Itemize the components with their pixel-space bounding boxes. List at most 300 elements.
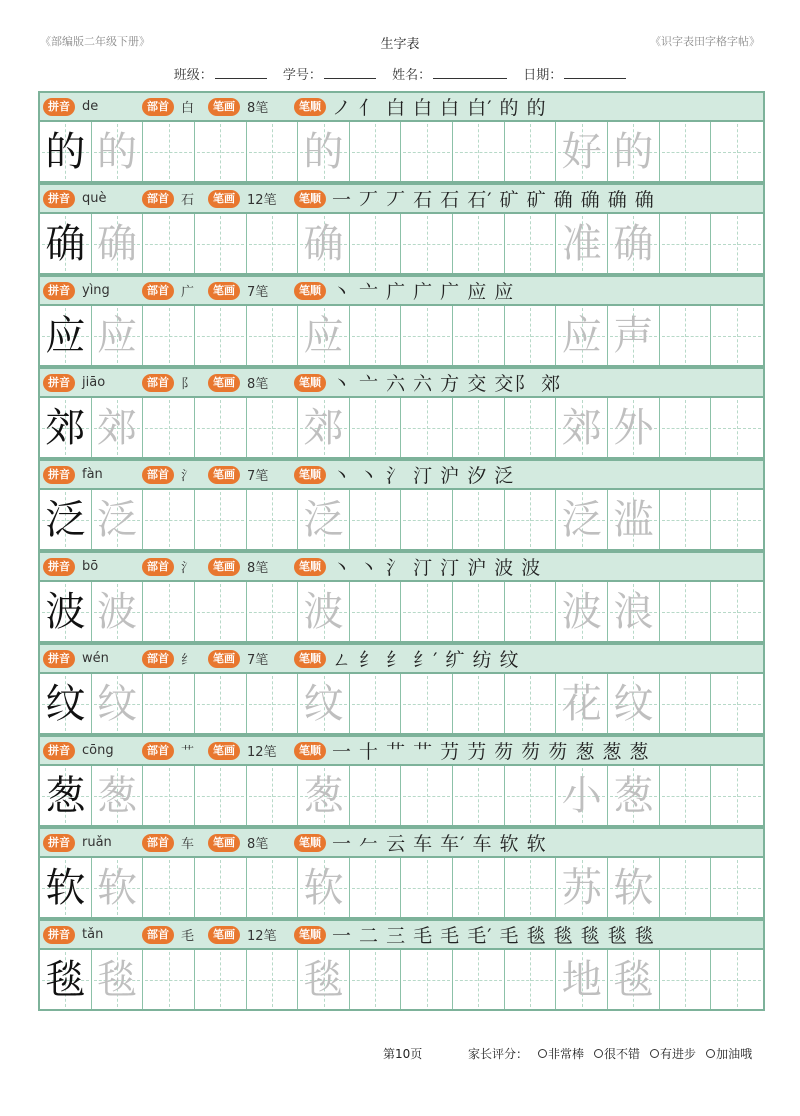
stroke-count: 12笔 <box>247 929 277 944</box>
tianzige-cell[interactable] <box>143 398 195 457</box>
tianzige-cell[interactable] <box>195 858 247 917</box>
stroke-order-tag: 笔顺 <box>294 374 326 392</box>
tianzige-cell[interactable] <box>556 122 608 181</box>
pinyin-tag: 拼音 <box>43 742 75 760</box>
tianzige-cell[interactable] <box>608 674 660 733</box>
word-character: 浪 <box>613 588 654 635</box>
tianzige-cell[interactable] <box>711 582 763 641</box>
word-character: 软 <box>613 864 654 911</box>
model-character: 的 <box>45 128 86 175</box>
tianzige-cell[interactable] <box>195 122 247 181</box>
tianzige-cell[interactable] <box>40 674 92 733</box>
tianzige-cell[interactable] <box>401 398 453 457</box>
trace-character: 纹 <box>96 680 137 727</box>
tianzige-cell[interactable] <box>401 858 453 917</box>
strokes-tag: 笔画 <box>208 190 240 208</box>
tianzige-cell[interactable] <box>556 490 608 549</box>
tianzige-cell[interactable] <box>350 122 402 181</box>
tianzige-cell[interactable] <box>505 490 557 549</box>
tianzige-cell[interactable] <box>92 766 144 825</box>
practice-grid <box>40 490 763 549</box>
tianzige-cell[interactable] <box>505 674 557 733</box>
tianzige-cell[interactable] <box>298 398 350 457</box>
radical-tag: 部首 <box>142 834 174 852</box>
tianzige-cell[interactable] <box>505 766 557 825</box>
pinyin-tag: 拼音 <box>43 926 75 944</box>
pinyin-tag: 拼音 <box>43 282 75 300</box>
model-character: 确 <box>45 220 86 267</box>
name-blank[interactable] <box>433 67 507 79</box>
tianzige-cell[interactable] <box>40 214 92 273</box>
pinyin-value: fàn <box>82 467 103 482</box>
trace-character: 葱 <box>303 772 344 819</box>
tianzige-cell[interactable] <box>556 858 608 917</box>
stroke-order: 一 二 三 毛 毛 毛′ 毛 毯 毯 毯 毯 毯 <box>332 925 655 947</box>
tianzige-cell[interactable] <box>505 398 557 457</box>
pinyin-tag: 拼音 <box>43 374 75 392</box>
tianzige-cell[interactable] <box>401 582 453 641</box>
tianzige-cell[interactable] <box>92 306 144 365</box>
pinyin-value: cōng <box>82 743 114 758</box>
tianzige-cell[interactable] <box>92 122 144 181</box>
character-info-bar <box>40 369 763 398</box>
tianzige-cell[interactable] <box>40 766 92 825</box>
character-sheet <box>38 91 765 1011</box>
stroke-order: ㄥ 纟 纟 纟′ 纩 纺 纹 <box>332 649 520 671</box>
radical-value: 氵 <box>181 469 195 484</box>
page-number: 第10页 <box>383 1047 423 1061</box>
word-character: 的 <box>613 128 654 175</box>
tianzige-cell[interactable] <box>92 398 144 457</box>
model-character: 应 <box>45 312 86 359</box>
tianzige-cell[interactable] <box>92 674 144 733</box>
stroke-order-tag: 笔顺 <box>294 926 326 944</box>
tianzige-cell[interactable] <box>556 306 608 365</box>
tianzige-cell[interactable] <box>556 950 608 1009</box>
tianzige-cell[interactable] <box>453 398 505 457</box>
pinyin-value: jiāo <box>82 375 106 390</box>
tianzige-cell[interactable] <box>40 858 92 917</box>
stroke-order: ノ 亻 白 白 白 白′ 的 的 <box>332 97 547 119</box>
tianzige-cell[interactable] <box>453 306 505 365</box>
tianzige-cell[interactable] <box>608 490 660 549</box>
practice-grid <box>40 122 763 181</box>
stroke-order: 丶 丶 氵 汀 沪 汐 泛 <box>332 465 515 487</box>
radical-value: 白 <box>181 101 195 116</box>
trace-character: 的 <box>96 128 137 175</box>
tianzige-cell[interactable] <box>711 674 763 733</box>
tianzige-cell[interactable] <box>505 306 557 365</box>
tianzige-cell[interactable] <box>195 766 247 825</box>
character-block <box>38 919 765 1011</box>
tianzige-cell[interactable] <box>401 214 453 273</box>
tianzige-cell[interactable] <box>247 306 299 365</box>
radical-value: 艹 <box>181 745 195 760</box>
tianzige-cell[interactable] <box>143 950 195 1009</box>
tianzige-cell[interactable] <box>660 490 712 549</box>
radio-circle-icon[interactable] <box>594 1049 603 1058</box>
word-character: 毯 <box>613 956 654 1003</box>
character-info-bar <box>40 461 763 490</box>
tianzige-cell[interactable] <box>143 766 195 825</box>
tianzige-cell[interactable] <box>711 858 763 917</box>
tianzige-cell[interactable] <box>711 306 763 365</box>
character-block <box>38 183 765 275</box>
tianzige-cell[interactable] <box>247 858 299 917</box>
stroke-count: 8笔 <box>247 377 269 392</box>
tianzige-cell[interactable] <box>660 766 712 825</box>
character-block <box>38 735 765 827</box>
stroke-count: 8笔 <box>247 561 269 576</box>
tianzige-cell[interactable] <box>453 122 505 181</box>
tianzige-cell[interactable] <box>40 490 92 549</box>
stroke-count: 8笔 <box>247 101 269 116</box>
tianzige-cell[interactable] <box>298 582 350 641</box>
word-character: 苏 <box>561 864 602 911</box>
tianzige-cell[interactable] <box>350 582 402 641</box>
tianzige-cell[interactable] <box>711 214 763 273</box>
radical-tag: 部首 <box>142 926 174 944</box>
word-character: 花 <box>561 680 602 727</box>
tianzige-cell[interactable] <box>453 490 505 549</box>
stroke-order-tag: 笔顺 <box>294 98 326 116</box>
student-info-row <box>0 64 800 83</box>
trace-character: 软 <box>96 864 137 911</box>
trace-character: 波 <box>303 588 344 635</box>
tianzige-cell[interactable] <box>660 582 712 641</box>
tianzige-cell[interactable] <box>608 582 660 641</box>
trace-character: 软 <box>303 864 344 911</box>
radical-tag: 部首 <box>142 374 174 392</box>
stroke-order: 丶 丶 氵 汀 汀 沪 波 波 <box>332 557 542 579</box>
word-character: 声 <box>613 312 654 359</box>
trace-character: 波 <box>96 588 137 635</box>
tianzige-cell[interactable] <box>92 214 144 273</box>
tianzige-cell[interactable] <box>401 766 453 825</box>
tianzige-cell[interactable] <box>505 214 557 273</box>
strokes-tag: 笔画 <box>208 558 240 576</box>
tianzige-cell[interactable] <box>711 490 763 549</box>
tianzige-cell[interactable] <box>660 950 712 1009</box>
trace-character: 纹 <box>303 680 344 727</box>
stroke-order: 丶 亠 六 六 方 交 交阝 郊 <box>332 373 562 395</box>
character-info-bar <box>40 645 763 674</box>
model-character: 毯 <box>45 956 86 1003</box>
name-label: 姓名： <box>392 68 432 83</box>
rating-option-label: 有进步 <box>660 1047 697 1061</box>
tianzige-cell[interactable] <box>298 858 350 917</box>
tianzige-cell[interactable] <box>143 490 195 549</box>
date-label: 日期： <box>523 68 563 83</box>
tianzige-cell[interactable] <box>608 122 660 181</box>
pinyin-tag: 拼音 <box>43 190 75 208</box>
class-label: 班级： <box>173 68 213 83</box>
trace-character: 泛 <box>303 496 344 543</box>
radical-value: 毛 <box>181 929 195 944</box>
practice-grid <box>40 766 763 825</box>
character-block <box>38 643 765 735</box>
tianzige-cell[interactable] <box>195 490 247 549</box>
number-field[interactable] <box>283 64 376 83</box>
tianzige-cell[interactable] <box>350 950 402 1009</box>
tianzige-cell[interactable] <box>298 674 350 733</box>
word-character: 郊 <box>561 404 602 451</box>
radical-value: 车 <box>181 837 195 852</box>
tianzige-cell[interactable] <box>401 950 453 1009</box>
tianzige-cell[interactable] <box>401 674 453 733</box>
strokes-tag: 笔画 <box>208 282 240 300</box>
strokes-tag: 笔画 <box>208 98 240 116</box>
tianzige-cell[interactable] <box>350 766 402 825</box>
tianzige-cell[interactable] <box>608 950 660 1009</box>
trace-character: 毯 <box>303 956 344 1003</box>
tianzige-cell[interactable] <box>453 582 505 641</box>
stroke-order: 一 十 艹 艹 芀 芀 芴 芴 芴 葱 葱 葱 <box>332 741 650 763</box>
practice-grid <box>40 858 763 917</box>
character-info-bar <box>40 185 763 214</box>
word-character: 纹 <box>613 680 654 727</box>
tianzige-cell[interactable] <box>195 306 247 365</box>
tianzige-cell[interactable] <box>350 398 402 457</box>
tianzige-cell[interactable] <box>247 674 299 733</box>
tianzige-cell[interactable] <box>350 674 402 733</box>
class-blank[interactable] <box>215 67 267 79</box>
stroke-count: 7笔 <box>247 285 269 300</box>
trace-character: 郊 <box>96 404 137 451</box>
tianzige-cell[interactable] <box>298 122 350 181</box>
tianzige-cell[interactable] <box>350 306 402 365</box>
rating-option[interactable] <box>650 1045 696 1062</box>
class-field[interactable] <box>174 64 267 83</box>
rating-option-label: 非常棒 <box>548 1047 585 1061</box>
word-character: 小 <box>561 772 602 819</box>
tianzige-cell[interactable] <box>350 858 402 917</box>
tianzige-cell[interactable] <box>143 582 195 641</box>
stroke-count: 8笔 <box>247 837 269 852</box>
practice-grid <box>40 398 763 457</box>
practice-grid <box>40 950 763 1009</box>
trace-character: 郊 <box>303 404 344 451</box>
radical-value: 纟 <box>181 653 195 668</box>
radical-value: 石 <box>181 193 195 208</box>
rating-label: 家长评分： <box>468 1047 529 1061</box>
stroke-order-tag: 笔顺 <box>294 466 326 484</box>
tianzige-cell[interactable] <box>195 214 247 273</box>
tianzige-cell[interactable] <box>401 122 453 181</box>
word-character: 应 <box>561 312 602 359</box>
word-character: 地 <box>561 956 602 1003</box>
tianzige-cell[interactable] <box>608 858 660 917</box>
tianzige-cell[interactable] <box>453 674 505 733</box>
tianzige-cell[interactable] <box>453 766 505 825</box>
tianzige-cell[interactable] <box>92 490 144 549</box>
character-block <box>38 367 765 459</box>
pinyin-value: bō <box>82 559 99 574</box>
tianzige-cell[interactable] <box>350 490 402 549</box>
tianzige-cell[interactable] <box>660 674 712 733</box>
character-block <box>38 459 765 551</box>
model-character: 泛 <box>45 496 86 543</box>
model-character: 郊 <box>45 404 86 451</box>
tianzige-cell[interactable] <box>505 122 557 181</box>
tianzige-cell[interactable] <box>143 674 195 733</box>
tianzige-cell[interactable] <box>711 398 763 457</box>
stroke-order: 一 丆 丆 石 石 石′ 矿 矿 确 确 确 确 <box>332 189 655 211</box>
parent-rating <box>468 1045 752 1062</box>
character-info-bar <box>40 829 763 858</box>
workbook-name-label: 《识字表田字格字帖》 <box>650 35 760 48</box>
tianzige-cell[interactable] <box>608 398 660 457</box>
rating-option[interactable] <box>706 1045 752 1062</box>
rating-option[interactable] <box>538 1045 584 1062</box>
tianzige-cell[interactable] <box>505 582 557 641</box>
tianzige-cell[interactable] <box>40 122 92 181</box>
date-field[interactable] <box>523 64 626 83</box>
character-info-bar <box>40 553 763 582</box>
tianzige-cell[interactable] <box>608 214 660 273</box>
tianzige-cell[interactable] <box>556 674 608 733</box>
tianzige-cell[interactable] <box>195 398 247 457</box>
tianzige-cell[interactable] <box>711 766 763 825</box>
stroke-order: 丶 亠 广 广 广 应 应 <box>332 281 515 303</box>
tianzige-cell[interactable] <box>505 858 557 917</box>
tianzige-cell[interactable] <box>40 306 92 365</box>
stroke-order-tag: 笔顺 <box>294 558 326 576</box>
radical-tag: 部首 <box>142 190 174 208</box>
stroke-order-tag: 笔顺 <box>294 282 326 300</box>
word-character: 好 <box>561 128 602 175</box>
tianzige-cell[interactable] <box>401 490 453 549</box>
book-series-label: 《部编版二年级下册》 <box>40 35 150 48</box>
pinyin-value: ruǎn <box>82 835 112 850</box>
number-blank[interactable] <box>324 67 376 79</box>
pinyin-tag: 拼音 <box>43 558 75 576</box>
tianzige-cell[interactable] <box>401 306 453 365</box>
trace-character: 确 <box>303 220 344 267</box>
radical-tag: 部首 <box>142 98 174 116</box>
date-blank[interactable] <box>564 67 626 79</box>
pinyin-value: tǎn <box>82 927 104 942</box>
tianzige-cell[interactable] <box>247 950 299 1009</box>
word-character: 准 <box>561 220 602 267</box>
tianzige-cell[interactable] <box>556 214 608 273</box>
word-character: 滥 <box>613 496 654 543</box>
word-character: 确 <box>613 220 654 267</box>
tianzige-cell[interactable] <box>40 582 92 641</box>
tianzige-cell[interactable] <box>453 214 505 273</box>
tianzige-cell[interactable] <box>298 306 350 365</box>
tianzige-cell[interactable] <box>40 950 92 1009</box>
tianzige-cell[interactable] <box>298 490 350 549</box>
tianzige-cell[interactable] <box>711 950 763 1009</box>
tianzige-cell[interactable] <box>247 398 299 457</box>
tianzige-cell[interactable] <box>40 398 92 457</box>
tianzige-cell[interactable] <box>505 950 557 1009</box>
pinyin-tag: 拼音 <box>43 466 75 484</box>
pinyin-tag: 拼音 <box>43 834 75 852</box>
strokes-tag: 笔画 <box>208 466 240 484</box>
tianzige-cell[interactable] <box>660 122 712 181</box>
strokes-tag: 笔画 <box>208 742 240 760</box>
radio-circle-icon[interactable] <box>706 1049 715 1058</box>
name-field[interactable] <box>392 64 507 83</box>
tianzige-cell[interactable] <box>453 950 505 1009</box>
trace-character: 毯 <box>96 956 137 1003</box>
tianzige-cell[interactable] <box>660 214 712 273</box>
tianzige-cell[interactable] <box>556 766 608 825</box>
character-info-bar <box>40 93 763 122</box>
tianzige-cell[interactable] <box>195 950 247 1009</box>
trace-character: 确 <box>96 220 137 267</box>
stroke-count: 7笔 <box>247 653 269 668</box>
tianzige-cell[interactable] <box>92 950 144 1009</box>
rating-option[interactable] <box>594 1045 640 1062</box>
pinyin-value: de <box>82 99 99 114</box>
tianzige-cell[interactable] <box>453 858 505 917</box>
radical-tag: 部首 <box>142 558 174 576</box>
tianzige-cell[interactable] <box>298 214 350 273</box>
word-character: 葱 <box>613 772 654 819</box>
tianzige-cell[interactable] <box>556 398 608 457</box>
radio-circle-icon[interactable] <box>650 1049 659 1058</box>
tianzige-cell[interactable] <box>143 306 195 365</box>
trace-character: 的 <box>303 128 344 175</box>
tianzige-cell[interactable] <box>143 858 195 917</box>
practice-grid <box>40 306 763 365</box>
tianzige-cell[interactable] <box>247 214 299 273</box>
page-title: 生字表 <box>380 37 420 52</box>
tianzige-cell[interactable] <box>608 766 660 825</box>
number-label: 学号： <box>282 68 322 83</box>
radical-tag: 部首 <box>142 466 174 484</box>
tianzige-cell[interactable] <box>247 122 299 181</box>
tianzige-cell[interactable] <box>247 490 299 549</box>
rating-option-label: 很不错 <box>604 1047 641 1061</box>
tianzige-cell[interactable] <box>298 766 350 825</box>
tianzige-cell[interactable] <box>660 306 712 365</box>
word-character: 外 <box>613 404 654 451</box>
character-info-bar <box>40 921 763 950</box>
stroke-order-tag: 笔顺 <box>294 650 326 668</box>
strokes-tag: 笔画 <box>208 374 240 392</box>
strokes-tag: 笔画 <box>208 926 240 944</box>
tianzige-cell[interactable] <box>711 122 763 181</box>
tianzige-cell[interactable] <box>195 674 247 733</box>
tianzige-cell[interactable] <box>350 214 402 273</box>
trace-character: 应 <box>303 312 344 359</box>
pinyin-value: què <box>82 191 107 206</box>
tianzige-cell[interactable] <box>195 582 247 641</box>
tianzige-cell[interactable] <box>298 950 350 1009</box>
radical-tag: 部首 <box>142 282 174 300</box>
tianzige-cell[interactable] <box>92 582 144 641</box>
tianzige-cell[interactable] <box>143 214 195 273</box>
tianzige-cell[interactable] <box>608 306 660 365</box>
radio-circle-icon[interactable] <box>538 1049 547 1058</box>
tianzige-cell[interactable] <box>247 766 299 825</box>
tianzige-cell[interactable] <box>92 858 144 917</box>
tianzige-cell[interactable] <box>247 582 299 641</box>
character-info-bar <box>40 737 763 766</box>
tianzige-cell[interactable] <box>556 582 608 641</box>
tianzige-cell[interactable] <box>143 122 195 181</box>
tianzige-cell[interactable] <box>660 858 712 917</box>
practice-grid <box>40 214 763 273</box>
tianzige-cell[interactable] <box>660 398 712 457</box>
strokes-tag: 笔画 <box>208 834 240 852</box>
stroke-order-tag: 笔顺 <box>294 190 326 208</box>
model-character: 纹 <box>45 680 86 727</box>
